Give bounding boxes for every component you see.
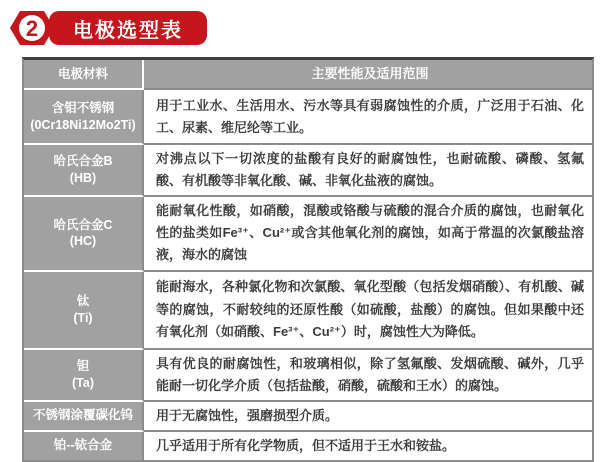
table-row <box>24 350 592 402</box>
description-cell <box>144 402 592 432</box>
section-title: 电极选型表 <box>73 19 183 42</box>
section-number-hexagon-badge <box>8 7 58 49</box>
material-code: (0Cr18Ni12Mo2Ti) <box>30 117 136 132</box>
table-row <box>24 197 592 271</box>
material-name: 哈氏合金B <box>53 154 113 169</box>
description-cell <box>144 90 592 145</box>
material-name: 含钼不锈钢 <box>51 100 115 115</box>
material-name: 铂--铱合金 <box>53 438 113 453</box>
table-row <box>24 90 592 145</box>
electrode-selection-table <box>22 57 594 462</box>
section-header <box>8 7 207 49</box>
column-header-performance: 主要性能及适用范围 <box>144 60 592 90</box>
material-cell <box>24 197 144 271</box>
description-cell <box>144 350 592 402</box>
material-code: (HB) <box>69 171 97 186</box>
material-name: 钽 <box>76 358 90 373</box>
section-title-banner <box>49 11 207 45</box>
table-row <box>24 272 592 350</box>
description-cell <box>144 145 592 197</box>
material-name: 哈氏合金C <box>53 217 113 232</box>
material-cell <box>24 402 144 432</box>
description-text: 几乎适用于所有化学物质，但不适用于王水和铵盐。 <box>156 437 456 453</box>
description-text: 能耐氧化性酸，如硝酸，混酸或铬酸与硫酸的混合介质的腐蚀，也耐氧化性的盐类如Fe³⁺、Cu²⁺或含其他氧化剂的腐蚀，如高于常温的次氯酸盐溶液，海水的腐蚀 <box>156 203 584 263</box>
description-cell <box>144 197 592 271</box>
table-header-row <box>24 60 592 90</box>
material-cell <box>24 145 144 197</box>
description-cell <box>144 272 592 350</box>
description-text: 对沸点以下一切浓度的盐酸有良好的耐腐蚀性，也耐硫酸、磷酸、氢氟酸、有机酸等非氧化酸、碱、非氧化盐液的腐蚀。 <box>156 151 584 189</box>
material-code: (Ta) <box>72 375 94 390</box>
description-text: 具有优良的耐腐蚀性，和玻璃相似，除了氢氟酸、发烟硫酸、碱外，几乎能耐一切化学介质（包括盐酸，硝酸，硫酸和王水）的腐蚀。 <box>156 355 584 393</box>
table-row <box>24 145 592 197</box>
material-cell <box>24 90 144 145</box>
description-text: 能耐海水，各种氯化物和次氯酸、氧化型酸（包括发烟硝酸）、有机酸、碱等的腐蚀，不耐较纯的还原性酸（如硫酸，盐酸）的腐蚀。但如果酸中还有氧化剂（如硝酸、Fe³⁺、Cu²⁺）时，腐蚀性大为降低。 <box>156 279 584 339</box>
material-code: (HC) <box>69 234 97 249</box>
badge-number: 2 <box>25 16 39 41</box>
material-cell <box>24 350 144 402</box>
material-code: (Ti) <box>73 310 93 325</box>
description-text: 用于无腐蚀性，强磨损型介质。 <box>156 407 339 423</box>
description-text: 用于工业水、生活用水、污水等具有弱腐蚀性的介质，广泛用于石油、化工、尿素、维尼纶等工业。 <box>156 97 584 135</box>
material-name: 不锈钢涂覆碳化钨 <box>32 408 133 423</box>
description-cell <box>144 432 592 460</box>
material-name: 钛 <box>76 293 90 308</box>
material-cell <box>24 432 144 460</box>
column-header-material: 电极材料 <box>24 60 144 90</box>
table-row <box>24 432 592 460</box>
material-cell <box>24 272 144 350</box>
table-row <box>24 402 592 432</box>
